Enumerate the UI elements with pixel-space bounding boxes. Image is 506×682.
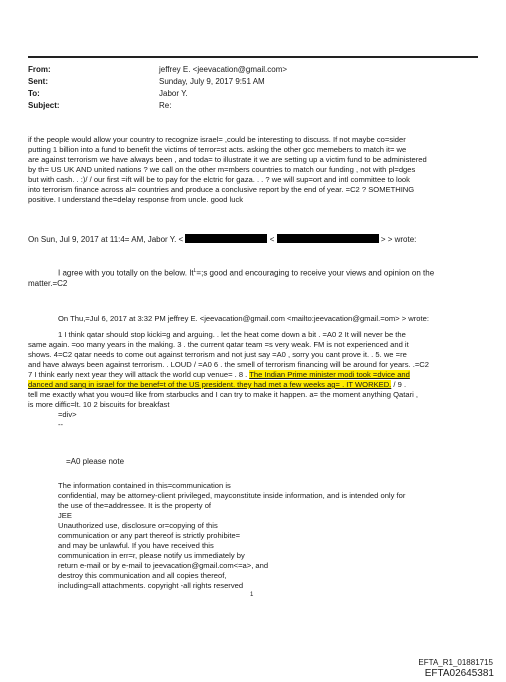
disclaimer-line: communication or any part thereof is strictly prohibite= xyxy=(58,531,241,540)
reply-line: into terrorism finance across al= countries and produce a conclusive report by the end of year. =C2 ? SOMETHING xyxy=(28,185,415,194)
disclaimer-line: and may be unlawful. If you have received this xyxy=(58,541,214,550)
points-line: same again. =oo many years in the making. 3 . the current qatar team =s very weak. FM is not experienced and it xyxy=(28,340,409,349)
points-line-highlight-start xyxy=(28,370,488,380)
points-line: tell me exactly what you wou=d like from starbucks and I can try to make it happen. a= the moment anything Qatari , xyxy=(28,390,419,399)
subject-label: Subject: xyxy=(28,101,60,110)
sent-label: Sent: xyxy=(28,77,48,86)
points-line: is more diffic=lt. 10 2 biscuits for breakfast xyxy=(28,400,170,409)
quote1-mid: < xyxy=(269,235,275,244)
points-text: / 9 . xyxy=(391,380,407,389)
agree-paragraph xyxy=(28,266,488,289)
quote1-end: > > wrote: xyxy=(380,235,417,244)
signature-dashes: -- xyxy=(58,420,64,429)
reply-line: putting 1 billion into a fund to benefit the victims of terror=st acts. asking the other gcc memebers to match it= we xyxy=(28,145,407,154)
subject-value: Re: xyxy=(159,101,172,110)
quote-header-2: On Thu,=Jul 6, 2017 at 3:32 PM jeffrey E. <jeevacation@gmail.com <mailto:jeevacation@gmail.=om> > wrote: xyxy=(58,314,429,323)
reply-body xyxy=(28,135,488,205)
disclaimer-line: communication in err=r, please notify us immediately by xyxy=(58,551,245,560)
disclaimer-line: return e-mail or by e-mail to jeevacation@gmail.com<=a>, and xyxy=(58,561,269,570)
reply-line: are against terrorism we have always been , and toda= to illustrate it we are setting up a victim fund to be administered xyxy=(28,155,427,164)
points-paragraph xyxy=(28,330,488,430)
points-line: and have always been against terrorism. . LOUD / =A0 6 . the smell of terrorism financing will be around for years. .=C2 xyxy=(28,360,429,369)
disclaimer-line: JEE xyxy=(58,511,72,520)
sent-value: Sunday, July 9, 2017 9:51 AM xyxy=(159,77,265,86)
reply-line: if the people would allow your country to recognize israel= ,could be interesting to discuss. If not maybe co=sider xyxy=(28,135,406,144)
from-label: From: xyxy=(28,65,51,74)
div-tag: =div> xyxy=(58,410,77,419)
disclaimer-line: destroy this communication and all copies thereof, xyxy=(58,571,227,580)
bates-number-small: EFTA_R1_01881715 xyxy=(418,658,493,667)
header-rule xyxy=(28,56,478,58)
agree-superscript: L xyxy=(193,268,197,274)
reply-line: positive. I understand the=delay response from uncle. good luck xyxy=(28,195,244,204)
points-line: 1 I think qatar should stop kicki=g and arguing. . let the heat come down a bit . =A0 2 It will never be the xyxy=(58,330,406,339)
disclaimer-line: The information contained in this=communication is xyxy=(58,481,231,490)
redaction-block xyxy=(277,234,379,243)
note-line: =A0 please note xyxy=(66,457,125,466)
agree-line-2: matter.=C2 xyxy=(28,278,68,288)
to-label: To: xyxy=(28,89,40,98)
to-value: Jabor Y. xyxy=(159,89,188,98)
reply-line: but with cash. . :)/ / our first =ift will be to pay for the elctric for gaza. . . ? we will sup=ort and intl committee to look xyxy=(28,175,410,184)
points-line-highlight-end xyxy=(28,380,488,390)
page-number: 1 xyxy=(250,592,254,598)
agree-text: I agree with you totally on the below. It xyxy=(58,268,194,278)
disclaimer-line: Unauthorized use, disclosure or=copying of this xyxy=(58,521,218,530)
disclaimer-line: the use of the=addressee. It is the property of xyxy=(58,501,212,510)
highlighted-text: danced and sang in israel for the benef=t of the US president. they had met a few weeks ag= . IT WORKED. xyxy=(28,380,392,389)
disclaimer-line: confidential, may be attorney-client privileged, mayconstitute inside information, and is intended only for xyxy=(58,491,406,500)
agree-text-cont: =;s good and encouraging to receive your views and opinion on the xyxy=(196,268,435,278)
disclaimer-line: including=all attachments. copyright -all rights reserved xyxy=(58,581,244,590)
quote1-start: On Sun, Jul 9, 2017 at 11:4= AM, Jabor Y. < xyxy=(28,235,184,244)
redaction-block xyxy=(185,234,267,243)
points-text: 7 I think early next year they will attack the world cup venue= . 8 . xyxy=(28,370,248,379)
from-value: jeffrey E. <jeevacation@gmail.com> xyxy=(159,65,288,74)
bates-number-large: EFTA02645381 xyxy=(424,668,494,679)
disclaimer xyxy=(58,481,478,591)
points-line: shows. 4=C2 qatar needs to come out against terrorism and not just say =A0 , sorry you cant prove it. . 5. we =re xyxy=(28,350,407,359)
highlighted-text: The Indian Prime minister modi took =dvice and xyxy=(249,370,410,379)
reply-line: by th= US UK AND united nations ? we call on the other m=mbers countries to match our funding , not with pl=dges xyxy=(28,165,416,174)
quote-header-1 xyxy=(28,234,488,245)
